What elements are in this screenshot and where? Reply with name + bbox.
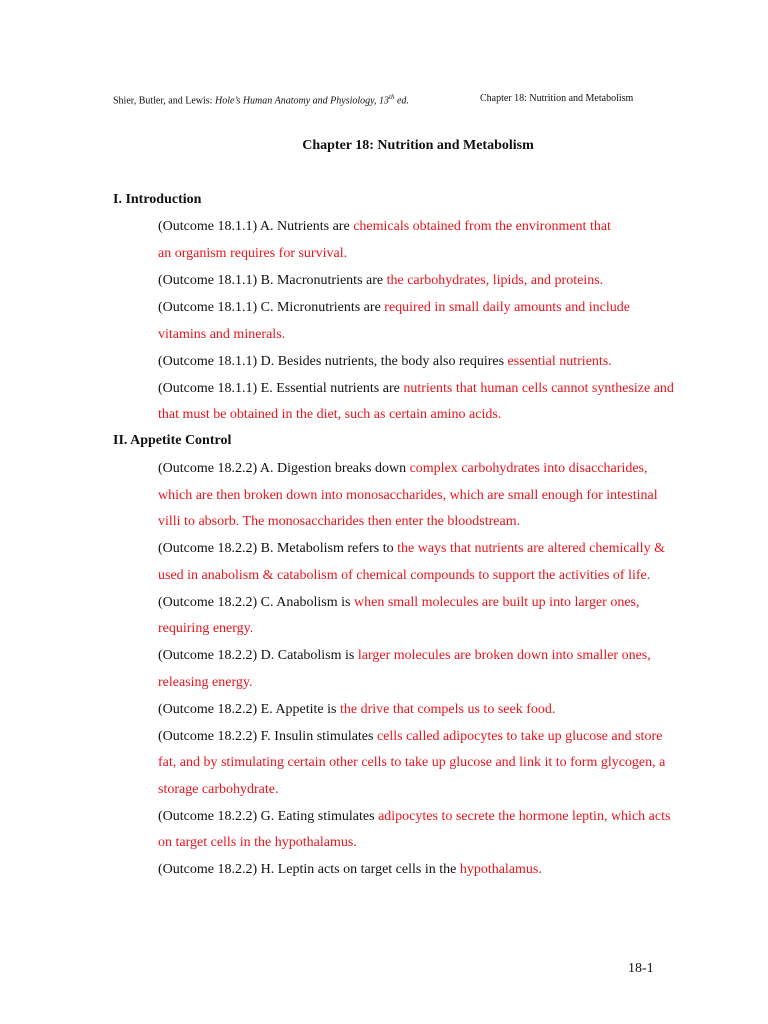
answer-text: which are then broken down into monosaccharides, which are small enough for intestinal: [158, 488, 658, 503]
answer-text: that must be obtained in the diet, such as certain amino acids.: [158, 407, 502, 422]
answer-text: the ways that nutrients are altered chemically &: [397, 541, 665, 556]
header-authors: Shier, Butler, and Lewis:: [113, 95, 215, 107]
answer-text: villi to absorb. The monosaccharides then enter the bloodstream.: [158, 514, 521, 529]
answer-text: adipocytes to secrete the hormone leptin, which acts: [378, 809, 671, 824]
answer-text: on target cells in the hypothalamus.: [158, 835, 357, 850]
page-number: 18-1: [628, 961, 654, 976]
outline-line: [158, 327, 285, 343]
outline-line: (Outcome 18.2.2) G. Eating stimulates adipocytes to secrete the hormone leptin, which acts: [158, 809, 671, 824]
answer-text: cells called adipocytes to take up glucose and store: [376, 729, 663, 744]
chapter-title: Chapter 18: Nutrition and Metabolism: [302, 138, 534, 153]
outline-line: [158, 755, 665, 771]
answer-text: the carbohydrates, lipids, and proteins.: [386, 273, 604, 288]
answer-text: essential nutrients.: [507, 354, 612, 369]
outline-line: (Outcome 18.1.1) E. Essential nutrients are nutrients that human cells cannot synthesize and: [158, 381, 674, 396]
answer-text: chemicals obtained from the environment that: [353, 219, 611, 234]
outline-line: (Outcome 18.2.2) B. Metabolism refers to the ways that nutrients are altered chemically &: [158, 541, 665, 556]
answer-text: hypothalamus.: [459, 862, 542, 877]
outline-line: (Outcome 18.2.2) H. Leptin acts on target cells in the hypothalamus.: [158, 862, 542, 877]
answer-text: larger molecules are broken down into smaller ones,: [357, 648, 651, 663]
header-edition-suffix: th: [389, 93, 395, 101]
outline-line: [158, 246, 347, 262]
outline-line: [158, 488, 658, 504]
outline-line: [158, 782, 279, 798]
outline-line: [158, 835, 357, 851]
outline-line: [158, 621, 253, 637]
outline-line: [158, 407, 501, 423]
running-header: [113, 93, 634, 107]
outline-line: (Outcome 18.1.1) D. Besides nutrients, the body also requires essential nutrients.: [158, 354, 612, 369]
header-chapter: Chapter 18: Nutrition and Metabolism: [480, 93, 634, 104]
header-edition-end: ed.: [394, 95, 409, 107]
answer-text: requiring energy.: [158, 621, 254, 636]
outline-line: (Outcome 18.2.2) C. Anabolism is when small molecules are built up into larger ones,: [158, 595, 640, 610]
outline-line: (Outcome 18.1.1) A. Nutrients are chemicals obtained from the environment that: [158, 219, 611, 234]
answer-text: when small molecules are built up into larger ones,: [354, 595, 640, 610]
answer-text: required in small daily amounts and include: [384, 300, 630, 315]
outline-line: (Outcome 18.1.1) B. Macronutrients are the carbohydrates, lipids, and proteins.: [158, 273, 604, 288]
answer-text: fat, and by stimulating certain other cells to take up glucose and link it to form glycogen, a: [158, 755, 666, 770]
answer-text: complex carbohydrates into disaccharides,: [409, 461, 648, 476]
outline-line: (Outcome 18.2.2) E. Appetite is the drive that compels us to seek food.: [158, 702, 556, 717]
section-heading-appetite-control: II. Appetite Control: [113, 433, 232, 448]
answer-text: the drive that compels us to seek food.: [339, 702, 556, 717]
answer-text: releasing energy.: [158, 675, 253, 690]
outline-line: (Outcome 18.2.2) F. Insulin stimulates cells called adipocytes to take up glucose and store: [158, 729, 663, 744]
answer-text: vitamins and minerals.: [158, 327, 286, 342]
outline-line: (Outcome 18.2.2) D. Catabolism is larger molecules are broken down into smaller ones,: [158, 648, 651, 663]
answer-text: used in anabolism & catabolism of chemical compounds to support the activities of life.: [158, 568, 651, 583]
header-book-title: Hole’s Human Anatomy and Physiology, 13: [214, 95, 390, 107]
section-heading-introduction: I. Introduction: [113, 192, 202, 207]
answer-text: storage carbohydrate.: [158, 782, 279, 797]
outline-line: (Outcome 18.1.1) C. Micronutrients are required in small daily amounts and include: [158, 300, 630, 315]
outline-line: (Outcome 18.2.2) A. Digestion breaks down complex carbohydrates into disaccharides,: [158, 461, 648, 476]
outline-line: [158, 514, 520, 530]
outline-line: [158, 675, 252, 691]
outline-line: [158, 568, 650, 584]
answer-text: an organism requires for survival.: [158, 246, 348, 261]
answer-text: nutrients that human cells cannot synthesize and: [403, 381, 674, 396]
